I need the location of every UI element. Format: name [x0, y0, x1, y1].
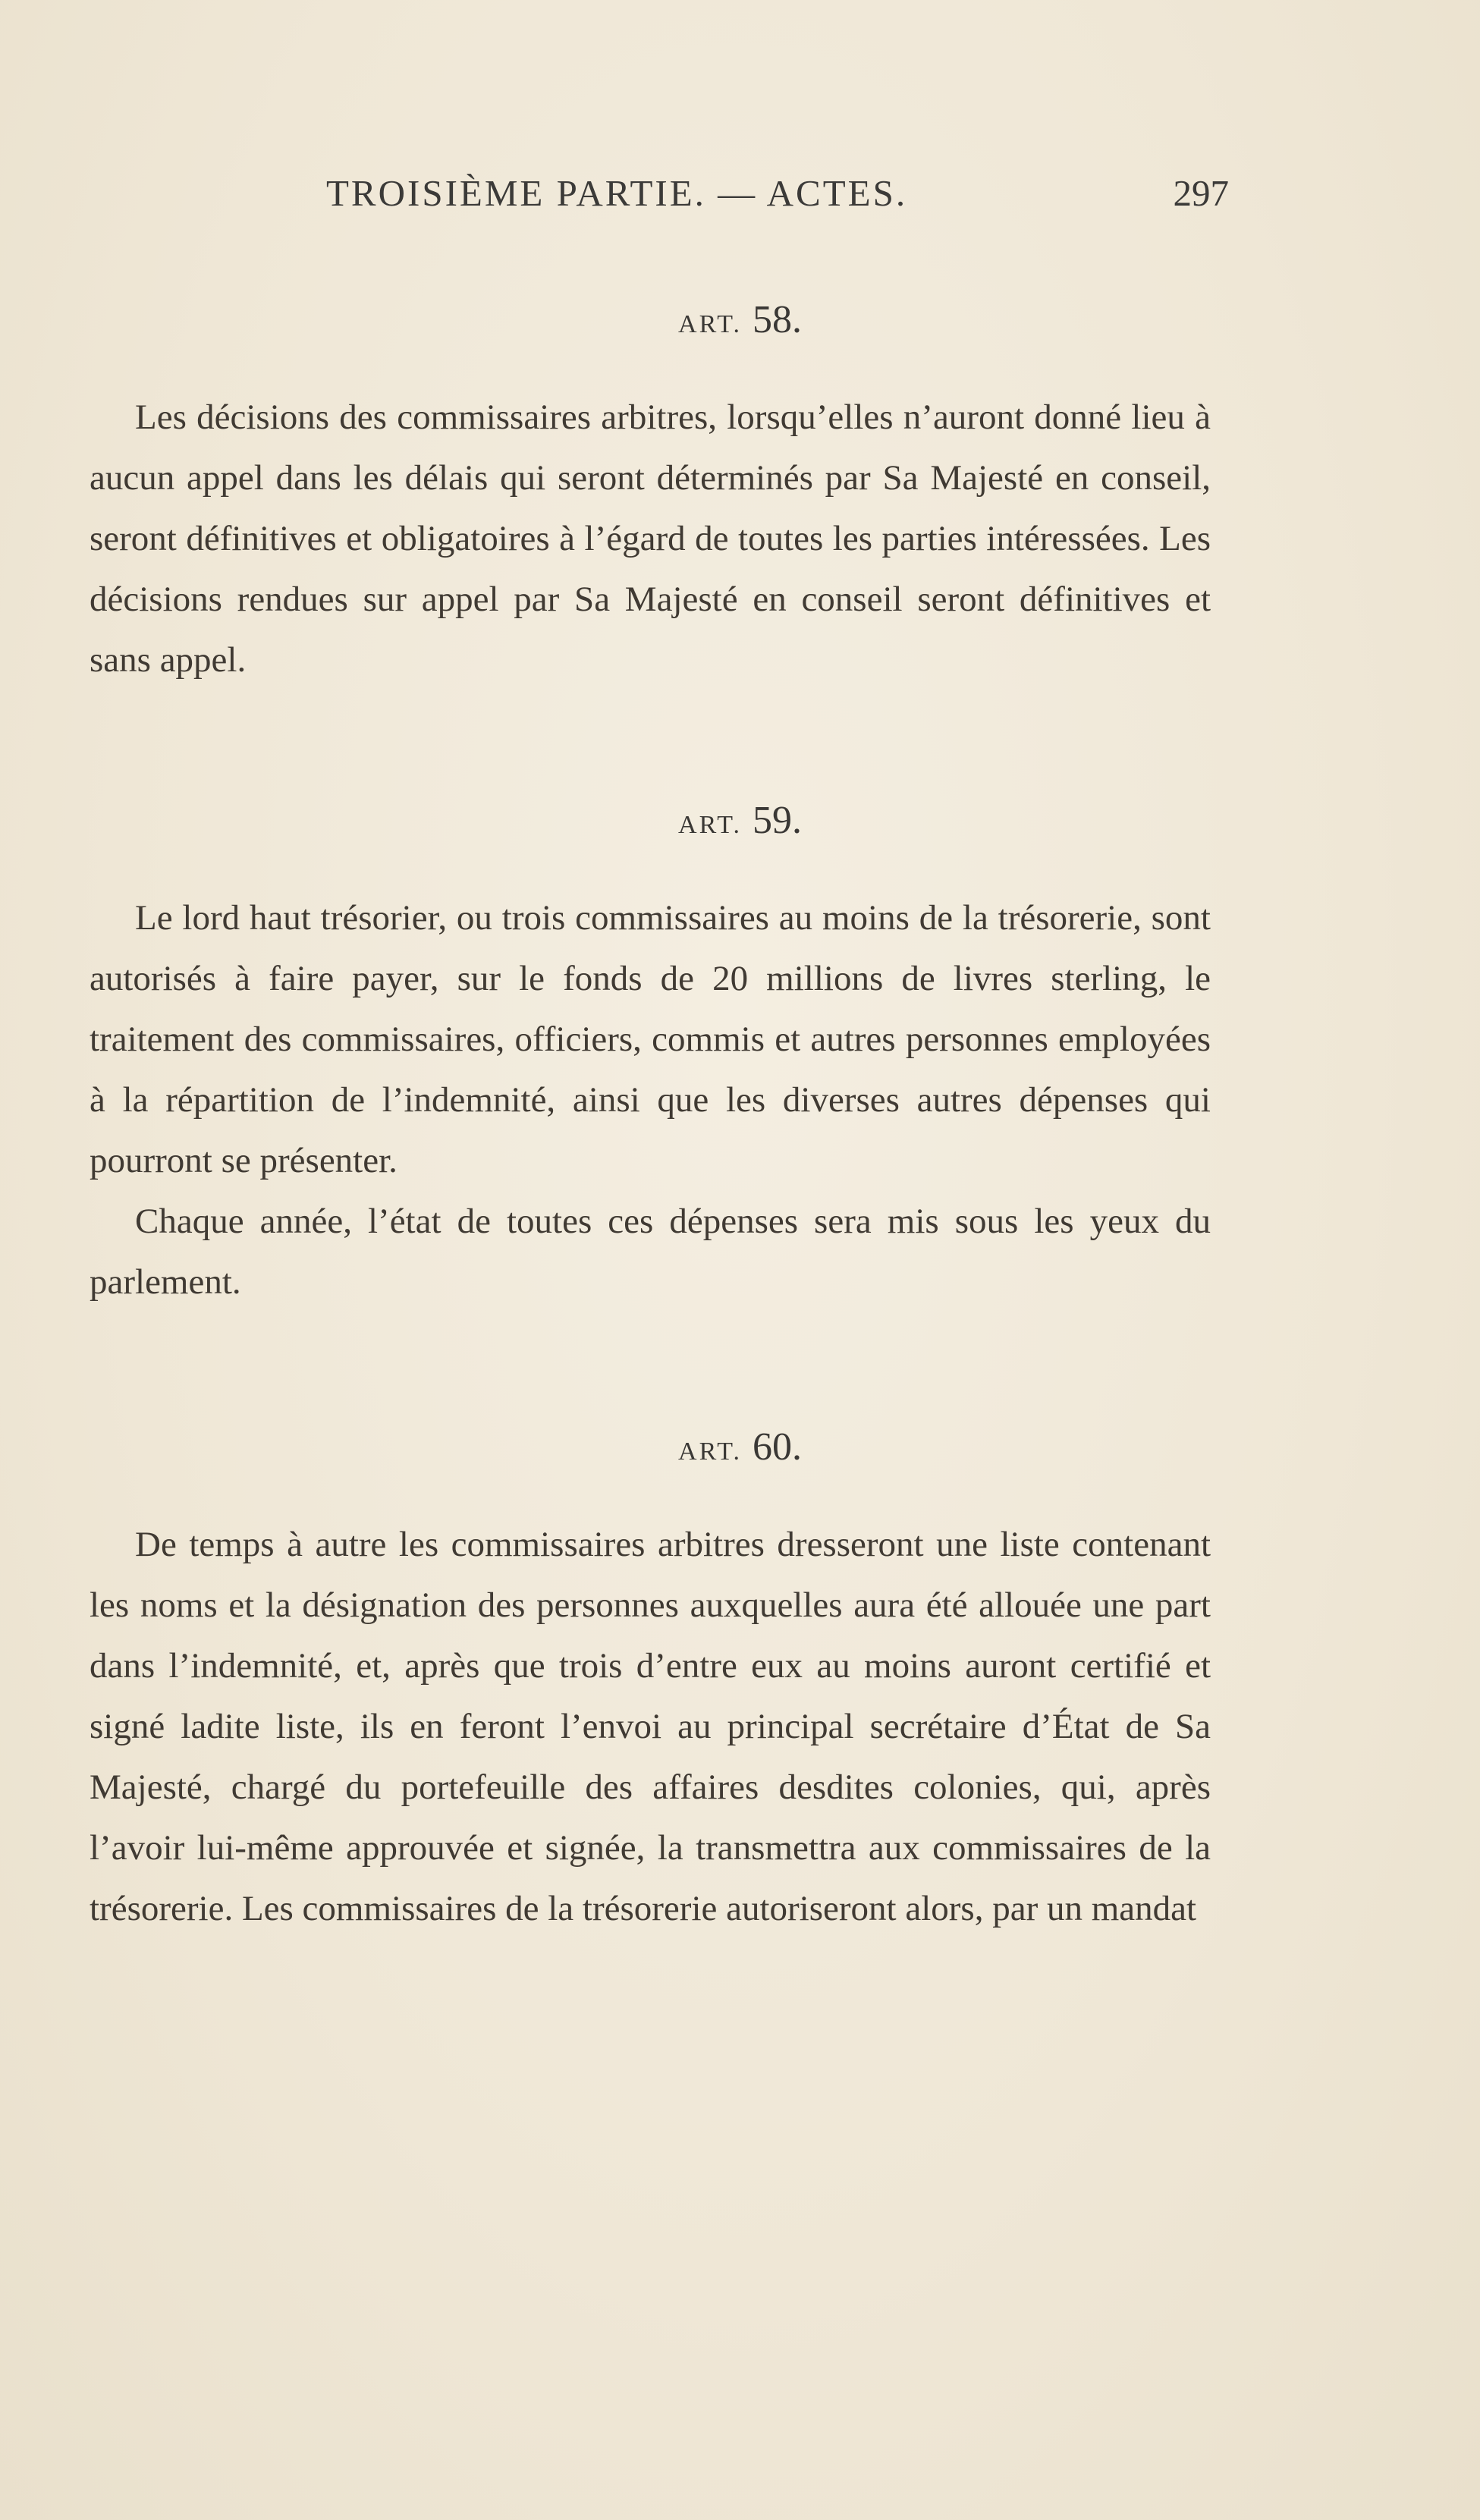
article-label: ART.: [678, 811, 742, 839]
paragraph: Les décisions des commissaires arbitres, lorsqu’elles n’auront donné lieu à aucun appel dans les délais qui seront déterminés par Sa Majesté en conseil, seront définitives et obligatoires à l’égard de toutes les parties intéressées. Les décisions rendues sur appel par Sa Majesté en conseil seront définitives et sans appel.: [90, 397, 1211, 680]
article-60-heading: [0, 1425, 1480, 1469]
article-label: ART.: [678, 310, 742, 338]
article-number: 58.: [752, 298, 802, 341]
page-number: 297: [1173, 172, 1229, 214]
paragraph: Le lord haut trésorier, ou trois commissaires au moins de la trésorerie, sont autorisés à faire payer, sur le fonds de 20 millions de livres sterling, le traitement des commissaires, officiers, commis et autres personnes employées à la répartition de l’indemnité, ainsi que les diverses autres dépenses qui pourront se présenter.: [90, 898, 1211, 1180]
article-number: 59.: [752, 799, 802, 842]
paragraph: Chaque année, l’état de toutes ces dépenses sera mis sous les yeux du parlement.: [90, 1202, 1211, 1302]
article-60-text: [90, 1514, 1211, 1939]
article-58-heading: [0, 297, 1480, 342]
article-number: 60.: [752, 1425, 802, 1469]
article-label: ART.: [678, 1438, 742, 1466]
running-title: TROISIÈME PARTIE. — ACTES.: [326, 172, 908, 214]
article-59-text: [90, 888, 1211, 1312]
article-58-text: [90, 387, 1211, 690]
paragraph: De temps à autre les commissaires arbitres dresseront une liste contenant les noms et la désignation des personnes auxquelles aura été allouée une part dans l’indemnité, et, après que trois d’entre eux au moins auront certifié et signé ladite liste, ils en feront l’envoi au principal secrétaire d’État de Sa Majesté, chargé du portefeuille des affaires desdites colonies, qui, après l’avoir lui-même approuvée et signée, la transmettra aux commissaires de la trésorerie. Les commissaires de la trésorerie autoriseront alors, par un mandat: [90, 1525, 1211, 1928]
article-59-heading: [0, 798, 1480, 843]
page-header: [326, 171, 1229, 217]
